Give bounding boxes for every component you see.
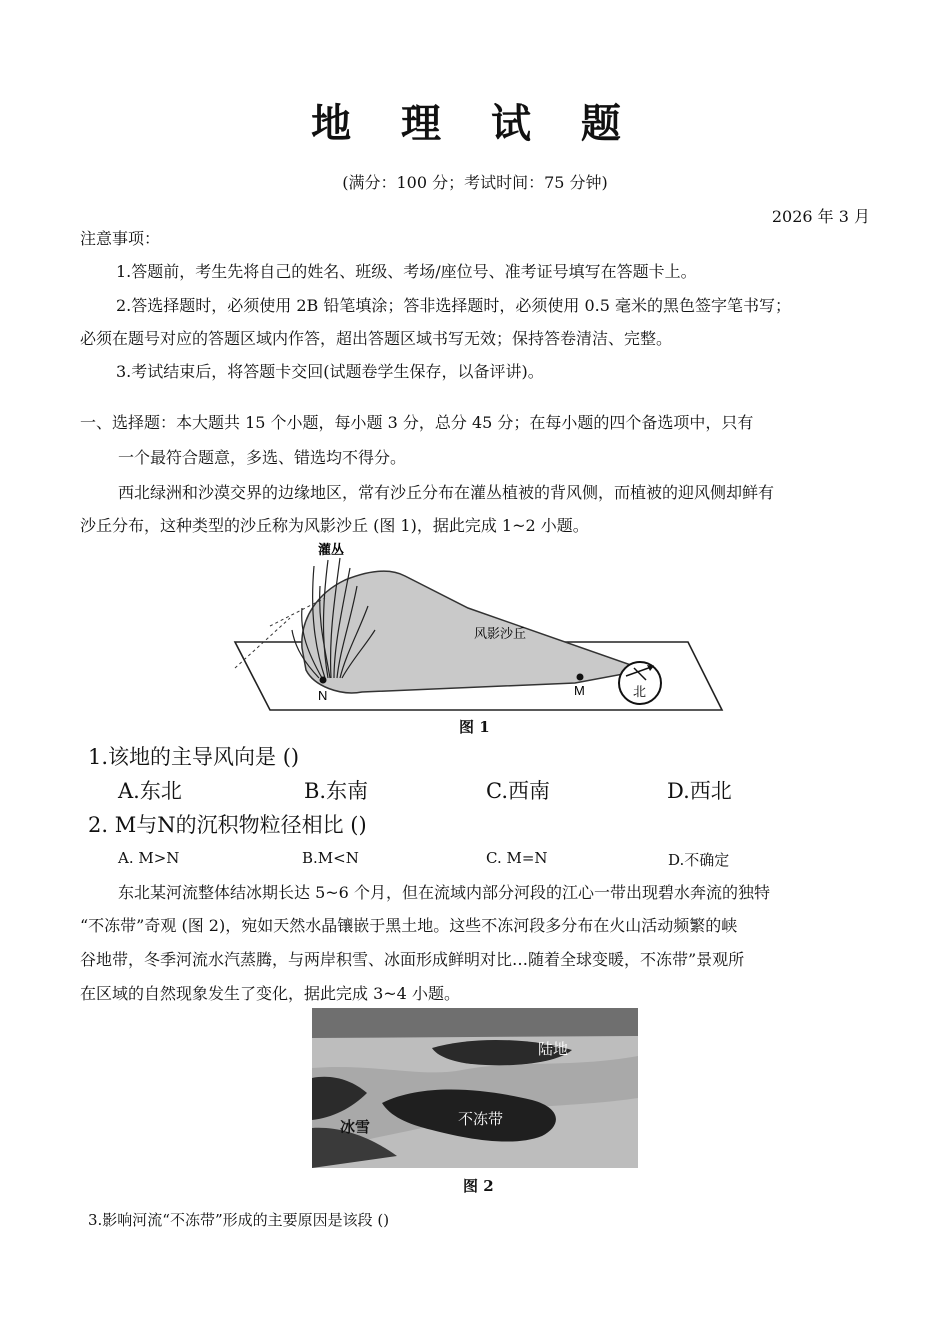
label-m: M bbox=[574, 683, 585, 698]
notice-item-3: 3.考试结束后，将答题卡交回(试题卷学生保存，以备评讲)。 bbox=[116, 362, 544, 381]
label-dune: 风影沙丘 bbox=[474, 627, 527, 642]
notice-heading: 注意事项： bbox=[80, 229, 161, 248]
label-shrub: 灌丛 bbox=[318, 543, 345, 558]
passage-2-line-1: 东北某河流整体结冰期长达 5~6 个月，但在流域内部分河段的江心一带出现碧水奔流的独特 bbox=[118, 883, 770, 902]
passage-1-line-1: 西北绿洲和沙漠交界的边缘地区，常有沙丘分布在灌丛植被的背风侧，而植被的迎风侧却鲜有 bbox=[118, 483, 775, 502]
q1-stem: 1.该地的主导风向是 () bbox=[88, 745, 300, 769]
label-n: N bbox=[318, 688, 328, 703]
label-north: 北 bbox=[633, 685, 647, 700]
passage-2-line-4: 在区域的自然现象发生了变化，据此完成 3~4 小题。 bbox=[80, 984, 460, 1003]
label-ice: 冰雪 bbox=[340, 1118, 371, 1136]
q1-option-b: B.东南 bbox=[304, 779, 369, 803]
q2-option-c: C. M=N bbox=[486, 849, 548, 867]
q2-stem: 2. M与N的沉积物粒径相比 () bbox=[88, 813, 367, 837]
q2-option-a: A. M>N bbox=[118, 849, 180, 867]
compass-icon bbox=[619, 662, 661, 704]
figure-1-dune-diagram bbox=[230, 538, 730, 718]
point-m bbox=[577, 674, 584, 681]
label-land: 陆地 bbox=[538, 1040, 569, 1058]
section-1-instructions-line-2: 一个最符合题意，多选、错选均不得分。 bbox=[118, 448, 407, 467]
point-n bbox=[320, 677, 327, 684]
passage-1-line-2: 沙丘分布，这种类型的沙丘称为风影沙丘 (图 1)，据此完成 1~2 小题。 bbox=[80, 516, 589, 535]
passage-2-line-2: “不冻带”奇观 (图 2)，宛如天然水晶镶嵌于黑土地。这些不冻河段多分布在火山活动频繁的峡 bbox=[80, 916, 738, 935]
exam-date: 2026 年 3 月 bbox=[771, 207, 870, 226]
page-title: 地 理 试 题 bbox=[311, 100, 639, 147]
passage-2-line-3: 谷地带，冬季河流水汽蒸腾，与两岸积雪、冰面形成鲜明对比…随着全球变暖，不冻带”景观所 bbox=[80, 950, 745, 969]
notice-item-1: 1.答题前，考生先将自己的姓名、班级、考场/座位号、准考证号填写在答题卡上。 bbox=[116, 262, 697, 281]
section-1-instructions-line-1: 一、选择题：本大题共 15 个小题，每小题 3 分，总分 45 分；在每小题的四个备选项中，只有 bbox=[80, 413, 754, 432]
q1-option-d: D.西北 bbox=[667, 779, 732, 803]
figure-2-river-photo bbox=[312, 1008, 638, 1168]
figure-2-caption: 图 2 bbox=[463, 1177, 494, 1195]
figure-1-caption: 图 1 bbox=[459, 718, 490, 736]
notice-item-2-line-1: 2.答选择题时，必须使用 2B 铅笔填涂；答非选择题时，必须使用 0.5 毫米的黑色签字笔书写； bbox=[116, 296, 791, 315]
q2-option-d: D.不确定 bbox=[668, 851, 730, 869]
q1-option-a: A.东北 bbox=[118, 779, 182, 803]
q3-stem: 3.影响河流“不冻带”形成的主要原因是该段 () bbox=[88, 1211, 390, 1229]
q1-option-c: C.西南 bbox=[486, 779, 550, 803]
notice-item-2-line-2: 必须在题号对应的答题区域内作答，超出答题区域书写无效；保持答卷清洁、完整。 bbox=[80, 329, 673, 348]
exam-info: (满分：100 分；考试时间：75 分钟) bbox=[342, 173, 608, 192]
q2-option-b: B.M<N bbox=[302, 849, 359, 867]
label-unfrozen: 不冻带 bbox=[458, 1110, 504, 1128]
